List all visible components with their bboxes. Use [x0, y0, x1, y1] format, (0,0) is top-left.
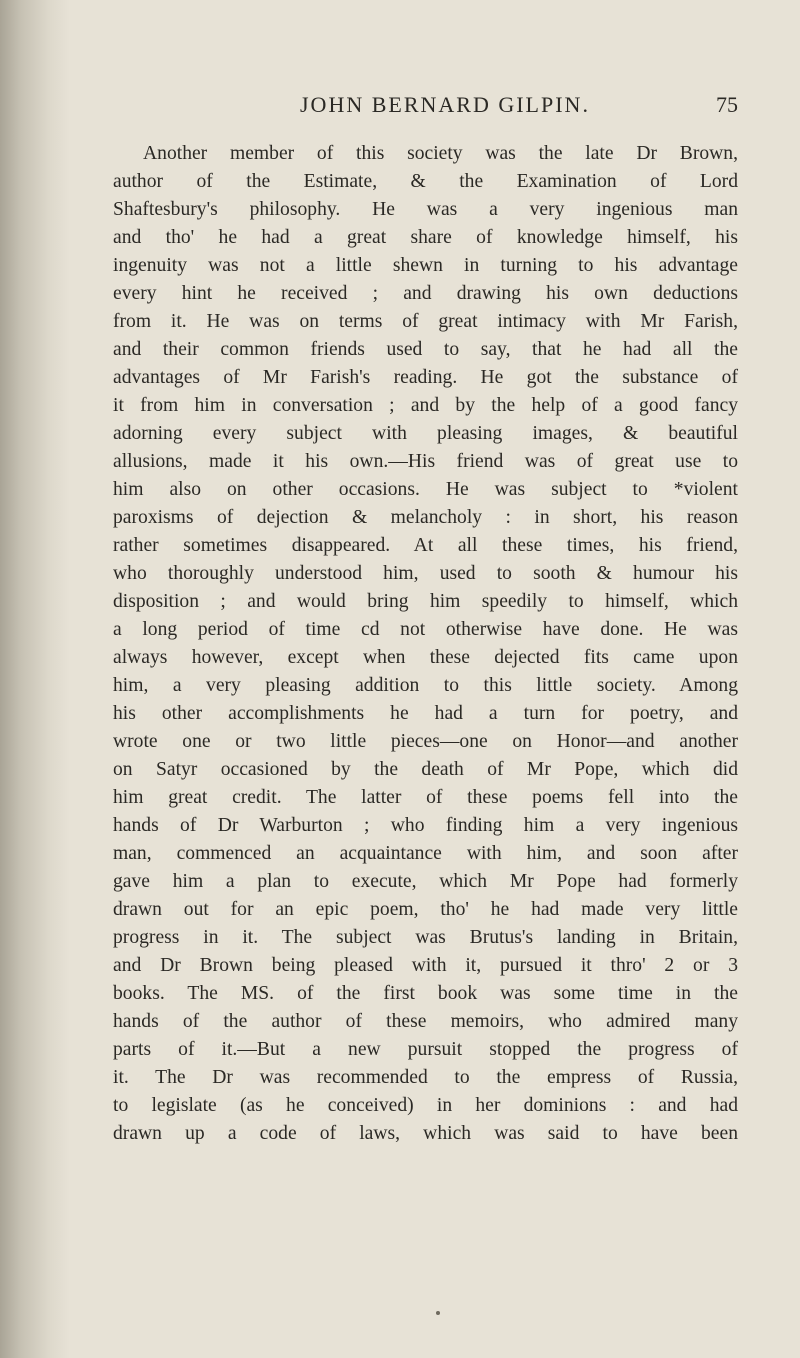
text-line: author of the Estimate, & the Examination of Lord [113, 171, 738, 192]
ink-speck [436, 1311, 440, 1315]
text-line: it from him in conversation ; and by the help of a good fancy [113, 395, 738, 416]
text-line: Another member of this society was the late Dr Brown, [143, 143, 738, 164]
text-line: and tho' he had a great share of knowledge himself, his [113, 227, 738, 248]
text-line: him, a very pleasing addition to this little society. Among [113, 675, 738, 696]
text-line: man, commenced an acquaintance with him, and soon after [113, 843, 738, 864]
text-line: hands of Dr Warburton ; who finding him a very ingenious [113, 815, 738, 836]
text-line: wrote one or two little pieces—one on Honor—and another [113, 731, 738, 752]
running-title: JOHN BERNARD GILPIN. [300, 92, 590, 117]
text-line: paroxisms of dejection & melancholy : in short, his reason [113, 507, 738, 528]
page-number: 75 [716, 92, 738, 117]
text-line: drawn up a code of laws, which was said to have been [113, 1123, 738, 1144]
body-paragraph [113, 140, 738, 1148]
text-line: from it. He was on terms of great intimacy with Mr Farish, [113, 311, 738, 332]
text-line: progress in it. The subject was Brutus's landing in Britain, [113, 927, 738, 948]
running-head [0, 92, 800, 122]
text-line: his other accomplishments he had a turn for poetry, and [113, 703, 738, 724]
text-line: every hint he received ; and drawing his own deductions [113, 283, 738, 304]
text-line: parts of it.—But a new pursuit stopped the progress of [113, 1039, 738, 1060]
text-line: adorning every subject with pleasing images, & beautiful [113, 423, 738, 444]
text-line: rather sometimes disappeared. At all these times, his friend, [113, 535, 738, 556]
text-line: books. The MS. of the first book was some time in the [113, 983, 738, 1004]
text-line: ingenuity was not a little shewn in turning to his advantage [113, 255, 738, 276]
text-line: advantages of Mr Farish's reading. He got the substance of [113, 367, 738, 388]
text-line: disposition ; and would bring him speedily to himself, which [113, 591, 738, 612]
text-line: on Satyr occasioned by the death of Mr Pope, which did [113, 759, 738, 780]
text-line: it. The Dr was recommended to the empress of Russia, [113, 1067, 738, 1088]
text-line: to legislate (as he conceived) in her dominions : and had [113, 1095, 738, 1116]
text-line: hands of the author of these memoirs, who admired many [113, 1011, 738, 1032]
text-line: gave him a plan to execute, which Mr Pope had formerly [113, 871, 738, 892]
text-line: and their common friends used to say, that he had all the [113, 339, 738, 360]
text-line: drawn out for an epic poem, tho' he had made very little [113, 899, 738, 920]
text-line: and Dr Brown being pleased with it, pursued it thro' 2 or 3 [113, 955, 738, 976]
text-line: him also on other occasions. He was subject to *violent [113, 479, 738, 500]
text-line: allusions, made it his own.—His friend was of great use to [113, 451, 738, 472]
text-line: Shaftesbury's philosophy. He was a very ingenious man [113, 199, 738, 220]
text-line: always however, except when these dejected fits came upon [113, 647, 738, 668]
text-line: him great credit. The latter of these poems fell into the [113, 787, 738, 808]
text-line: a long period of time cd not otherwise have done. He was [113, 619, 738, 640]
text-line: who thoroughly understood him, used to sooth & humour his [113, 563, 738, 584]
